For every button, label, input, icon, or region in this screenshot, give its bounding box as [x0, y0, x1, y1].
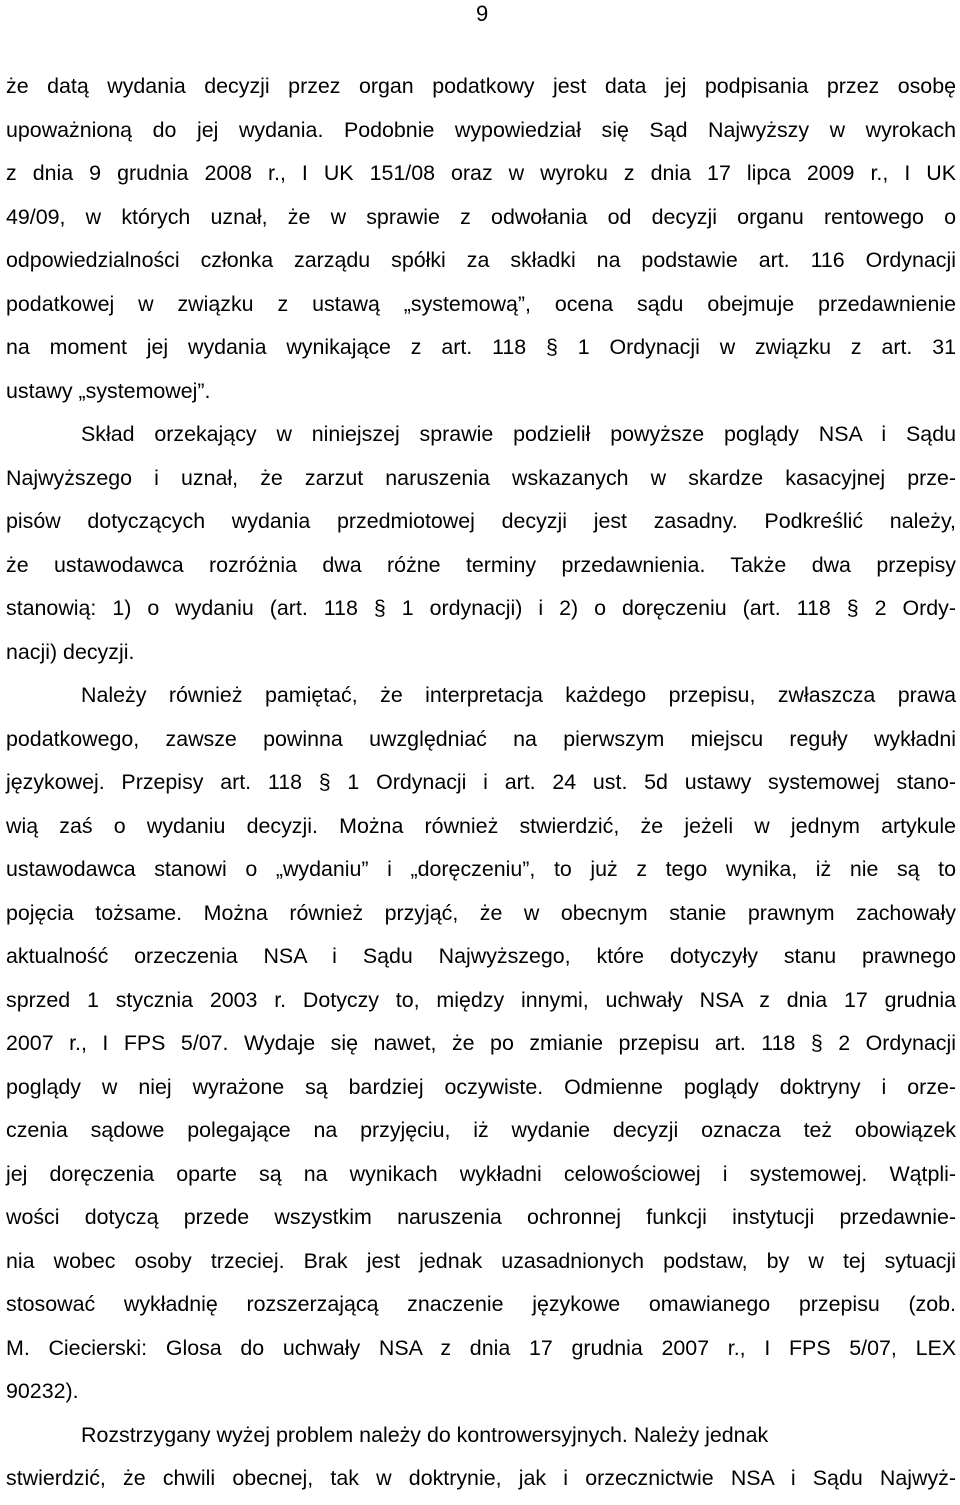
text-line: Najwyższego i uznał, że zarzut naruszenia wskazanych w skardze kasacyjnej prze- [6, 465, 956, 490]
text-line: wią zaś o wydaniu decyzji. Można również stwierdzić, że jeżeli w jednym artykule [6, 813, 956, 838]
text-line: wości dotyczą przede wszystkim naruszenia ochronnej funkcji instytucji przedawnie- [6, 1205, 956, 1229]
paragraph-first-line: Skład orzekający w niniejszej sprawie podzielił powyższe poglądy NSA i Sądu [81, 422, 956, 446]
text-line: czenia sądowe polegające na przyjęciu, iż wydanie decyzji oznacza też obowiązek [6, 1118, 956, 1142]
text-line: jej doręczenia oparte są na wynikach wykładni celowościowej i systemowej. Wątpli- [6, 1161, 956, 1186]
text-line: ustawodawca stanowi o „wydaniu” i „doręczeniu”, to już z tego wynika, iż nie są to [6, 857, 956, 881]
text-line: stanowią: 1) o wydaniu (art. 118 § 1 ordynacji) i 2) o doręczeniu (art. 118 § 2 Ordy- [6, 596, 956, 620]
text-line: na moment jej wydania wynikające z art. 118 § 1 Ordynacji w związku z art. 31 [6, 335, 956, 359]
text-line: że ustawodawca rozróżnia dwa różne terminy przedawnienia. Także dwa przepisy [6, 552, 956, 577]
text-line: 90232). [6, 1379, 79, 1403]
text-line: nia wobec osoby trzeciej. Brak jest jednak uzasadnionych podstaw, by w tej sytuacji [6, 1248, 956, 1273]
text-line: z dnia 9 grudnia 2008 r., I UK 151/08 oraz w wyroku z dnia 17 lipca 2009 r., I UK [6, 161, 956, 185]
text-line: stwierdzić, że chwili obecnej, tak w doktrynie, jak i orzecznictwie NSA i Sądu Najwyż- [6, 1466, 956, 1490]
text-line: M. Ciecierski: Glosa do uchwały NSA z dnia 17 grudnia 2007 r., I FPS 5/07, LEX [6, 1335, 956, 1360]
text-line: odpowiedzialności członka zarządu spółki za składki na podstawie art. 116 Ordynacji [6, 248, 956, 272]
text-line: pojęcia tożsame. Można również przyjąć, że w obecnym stanie prawnym zachowały [6, 900, 956, 925]
text-line: 49/09, w których uznał, że w sprawie z odwołania od decyzji organu rentowego o [6, 204, 956, 229]
text-line: 2007 r., I FPS 5/07. Wydaje się nawet, że po zmianie przepisu art. 118 § 2 Ordynacji [6, 1031, 956, 1055]
text-line: aktualność orzeczenia NSA i Sądu Najwyższego, które dotyczyły stanu prawnego [6, 944, 956, 968]
text-line: sprzed 1 stycznia 2003 r. Dotyczy to, między innymi, uchwały NSA z dnia 17 grudnia [6, 987, 956, 1012]
text-line: że datą wydania decyzji przez organ podatkowy jest data jej podpisania przez osobę [6, 74, 956, 98]
text-line: upoważnioną do jej wydania. Podobnie wypowiedział się Sąd Najwyższy w wyrokach [6, 117, 956, 142]
text-line: podatkowej w związku z ustawą „systemową”, ocena sądu obejmuje przedawnienie [6, 291, 956, 316]
text-line: poglądy w niej wyrażone są bardziej oczywiste. Odmienne poglądy doktryny i orze- [6, 1074, 956, 1099]
body-text [6, 65, 956, 1501]
text-line: językowej. Przepisy art. 118 § 1 Ordynacji i art. 24 ust. 5d ustawy systemowej stano- [6, 770, 956, 794]
text-line: pisów dotyczących wydania przedmiotowej decyzji jest zasadny. Podkreślić należy, [6, 509, 956, 533]
text-line: stosować wykładnię rozszerzającą znaczenie językowe omawianego przepisu (zob. [6, 1292, 956, 1316]
paragraph-first-line: Rozstrzygany wyżej problem należy do kontrowersyjnych. Należy jednak [81, 1422, 769, 1447]
text-line: podatkowego, zawsze powinna uwzględniać na pierwszym miejscu reguły wykładni [6, 726, 956, 751]
text-line: nacji) decyzji. [6, 639, 135, 664]
page-number: 9 [476, 1, 489, 26]
paragraph-first-line: Należy również pamiętać, że interpretacja każdego przepisu, zwłaszcza prawa [81, 683, 956, 707]
text-line: ustawy „systemowej”. [6, 378, 211, 403]
